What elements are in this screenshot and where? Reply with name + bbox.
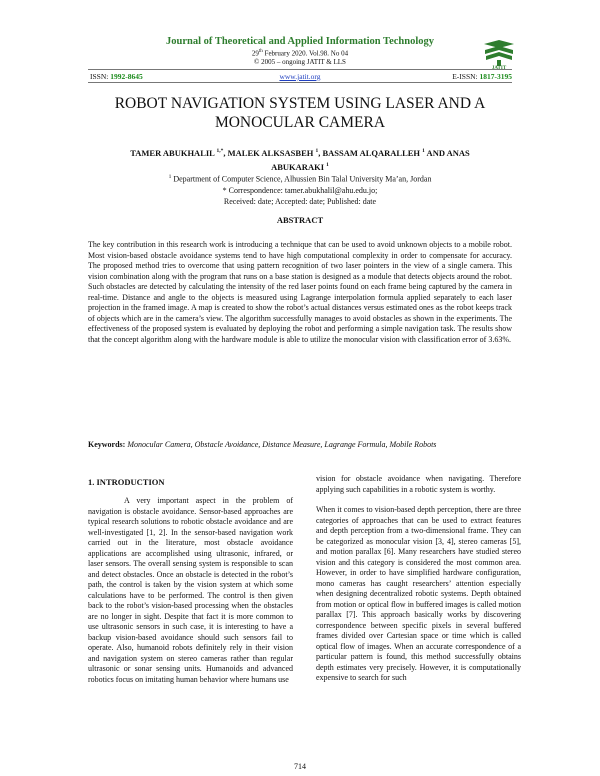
correspondence: * Correspondence: tamer.abukhalil@ahu.edu.jo;	[222, 185, 378, 195]
eissn: E-ISSN: 1817-3195	[452, 72, 512, 81]
copyright-line: © 2005 – ongoing JATIT & LLS	[254, 58, 346, 66]
section-heading-introduction: 1. INTRODUCTION	[88, 477, 165, 487]
paper-title: ROBOT NAVIGATION SYSTEM USING LASER AND A MONOCULAR CAMERA	[114, 95, 486, 131]
issn: ISSN: 1992-8645	[90, 72, 143, 81]
header-rule-bottom	[88, 82, 512, 83]
issue-info: 29th February 2020. Vol.98. No 04	[251, 49, 349, 58]
intro-left-column	[88, 496, 293, 685]
abstract-body: The key contribution in this research work is introducing a technique that can be used to avoid unknown objects to a mobile robot. Most vision-based obstacle avoidance systems tend to have high computational complexity in order to compensate for accuracy. The proposed method tries to overcome that using pattern recognition of two laser pointers in the view of a single camera. This vision combination along with the program that runs on a base station is designed as a module that detects objects around the robot. Such obstacles are detected by calculating the intensity of the red laser points found on each frame being captured by the camera in real-time. Distance and angle to the objects is measured using Lagrange interpolation formula applied separately to each laser projection in the framed image. A map is created to show the robot’s actual distances versus estimated ones as the robot keeps track of objects which are in the camera’s view. The algorithm successfully manages to avoid obstacles as shown in the experiments. The effectiveness of the proposed system is evaluated by deploying the robot and performing a simple navigation task. The results show that the concept algorithm along with the hardware module is able to utilize the monocular vision with classification error of 3.63%.	[88, 240, 512, 344]
dates: Received: date; Accepted: date; Published: date	[223, 196, 377, 206]
journal-website-link[interactable]: www.jatit.org	[279, 72, 321, 81]
header-rule-top	[88, 69, 512, 70]
logo-text: JATIT	[491, 66, 507, 71]
page-number: 714	[294, 762, 306, 771]
intro-right-column	[316, 474, 521, 684]
jatit-logo-icon	[482, 38, 516, 68]
journal-title: Journal of Theoretical and Applied Information Technology	[166, 36, 434, 47]
intro-paragraph-1: A very important aspect in the problem of navigation is obstacle avoidance. Sensor-based approaches are typical research solutions to robotic obstacle avoidance and are well-investigated [1, 2]. In the sensor-based navigation work carried out in the literature, most obstacle avoidance applications are accomplished using ultrasonic, infrared, or laser sensors. The overall sensing system is responsible to scan and detect obstacles. Once an obstacle is detected in the robot’s path, the control is taken by the vision system at which some calculations have to be performed. The control is then given back to the robot’s vision-based processing when the obstacles are no longer in sight. Despite that fact it is more common to use ultrasonic sensors in such case, it is interesting to have a backup vision-based avoidance should such sensors fail to operate. Also, humanoid robots definitely rely in their vision and navigation system on stereo cameras rather than regular ultrasonic or sonar sensing units. Humanoids and advanced robotics focus on imitating human behavior where humans use	[88, 496, 293, 684]
keywords: Keywords: Monocular Camera, Obstacle Avoidance, Distance Measure, Lagrange Formula, Mobile Robots	[88, 440, 437, 449]
intro-paragraph-1-cont: vision for obstacle avoidance when navigating. Therefore applying such capabilities in a robotic system is worthy.	[316, 474, 521, 494]
intro-paragraph-2: When it comes to vision-based depth perception, there are three categories of approaches that can be used to extract features and depth perception from a two-dimensional frame. They can be categorized as monocular vision [3, 4], stereo cameras [5], and motion parallax [6]. Many researchers have studied stereo vision and this category is considered the most common area. However, in order to have simplified hardware configuration, mono cameras has caught researchers’ attention especially when designing decentralized robotic systems. Depth obtained from motion or optical flow in buffered images is called motion parallax [7]. This approach basically works by discovering correspondence between specific pixels in several buffered frames divided over Cartesian space or time which is called optical flow of images. When an accurate correspondence of a particular pattern is found, this method successfully obtains depth estimates very precisely. However, it is computationally expensive to search for such	[316, 505, 521, 682]
authors: TAMER ABUKHALIL $^{1,*}$, MALEK ALKSASBEH $^1$, BASSAM ALQARALLEH $^1$ AND ANAS ABUKARAKI $^1$	[130, 147, 470, 172]
affiliation: $^1$ Department of Computer Science, Alhussien Bin Talal University Ma’an, Jordan * Correspondence: tamer.abukhalil@ahu.edu.jo; Received: date; Accepted: date; Published: date	[88, 172, 512, 207]
abstract-heading: ABSTRACT	[276, 215, 324, 225]
